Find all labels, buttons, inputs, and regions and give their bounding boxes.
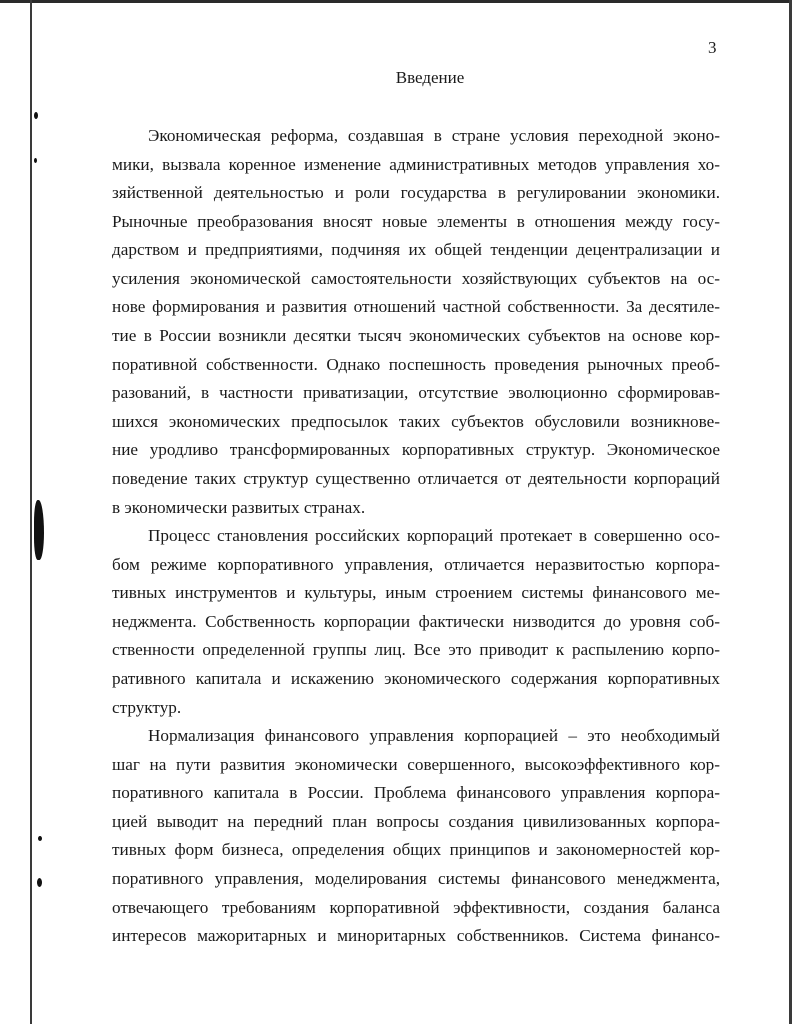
text-line: ственности определенной группы лиц. Все это приводит к распылению корпо- <box>112 640 720 660</box>
text-line: нове формирования и развития отношений частной собственности. За десятиле- <box>112 297 720 317</box>
text-line: Нормализация финансового управления корпорацией – это необходимый <box>148 726 720 746</box>
text-line: интересов мажоритарных и миноритарных собственников. Система финансо- <box>112 926 720 946</box>
text-line: дарством и предприятиями, подчиняя их общей тенденции децентрализации и <box>112 240 720 260</box>
scan-border-top <box>0 0 792 3</box>
scan-speck <box>34 112 38 119</box>
text-line: структур. <box>112 697 182 717</box>
text-line: Экономическая реформа, создавшая в стране условия переходной эконо- <box>148 126 720 145</box>
paragraph <box>112 122 720 522</box>
text-line: бом режиме корпоративного управления, отличается неразвитостью корпора- <box>112 554 720 574</box>
text-line: отвечающего требованиям корпоративной эффективности, создания баланса <box>112 897 720 917</box>
scan-border-left <box>30 0 32 1024</box>
text-line: шихся экономических предпосылок таких субъектов обусловили возникнове- <box>112 411 720 431</box>
text-line: разований, в частности приватизации, отсутствие эволюционно сформировав- <box>112 383 720 403</box>
text-line: усиления экономической самостоятельности хозяйствующих субъектов на ос- <box>112 268 720 288</box>
text-line: неджмента. Собственность корпорации фактически низводится до уровня соб- <box>112 611 720 631</box>
text-line: поративного капитала в России. Проблема финансового управления корпора- <box>112 783 720 803</box>
text-line: тие в России возникли десятки тысяч экономических субъектов на основе кор- <box>112 326 720 346</box>
text-line: ративного капитала и искажению экономического содержания корпоративных <box>112 668 720 688</box>
body-text <box>112 122 720 951</box>
text-line: поративной собственности. Однако поспешность проведения рыночных преоб- <box>112 354 720 374</box>
scan-speck <box>34 500 44 560</box>
text-line: Рыночные преобразования вносят новые элементы в отношения между госу- <box>112 211 720 231</box>
text-line: ние уродливо трансформированных корпоративных структур. Экономическое <box>112 440 720 460</box>
scan-speck <box>34 158 37 163</box>
scan-speck <box>38 836 42 841</box>
text-line: цией выводит на передний план вопросы создания цивилизованных корпора- <box>112 811 720 831</box>
text-line: поративного управления, моделирования системы финансового менеджмента, <box>112 869 720 889</box>
text-line: зяйственной деятельностью и роли государства в регулировании экономики. <box>112 183 720 203</box>
text-line: поведение таких структур существенно отличается от деятельности корпораций <box>112 468 720 488</box>
section-heading: Введение <box>395 68 465 87</box>
text-line: мики, вызвала коренное изменение административных методов управления хо- <box>112 154 720 174</box>
text-line: Процесс становления российских корпораций протекает в совершенно осо- <box>148 526 720 546</box>
paragraph <box>112 522 720 722</box>
text-line: тивных форм бизнеса, определения общих принципов и закономерностей кор- <box>112 840 720 860</box>
text-line: тивных инструментов и культуры, иным строением системы финансового ме- <box>112 583 720 603</box>
text-line: в экономически развитых странах. <box>112 497 366 517</box>
scan-speck <box>37 878 42 887</box>
page-number: 3 <box>708 38 717 57</box>
paragraph <box>112 722 720 951</box>
text-line: шаг на пути развития экономически совершенного, высокоэффективного кор- <box>112 754 720 774</box>
